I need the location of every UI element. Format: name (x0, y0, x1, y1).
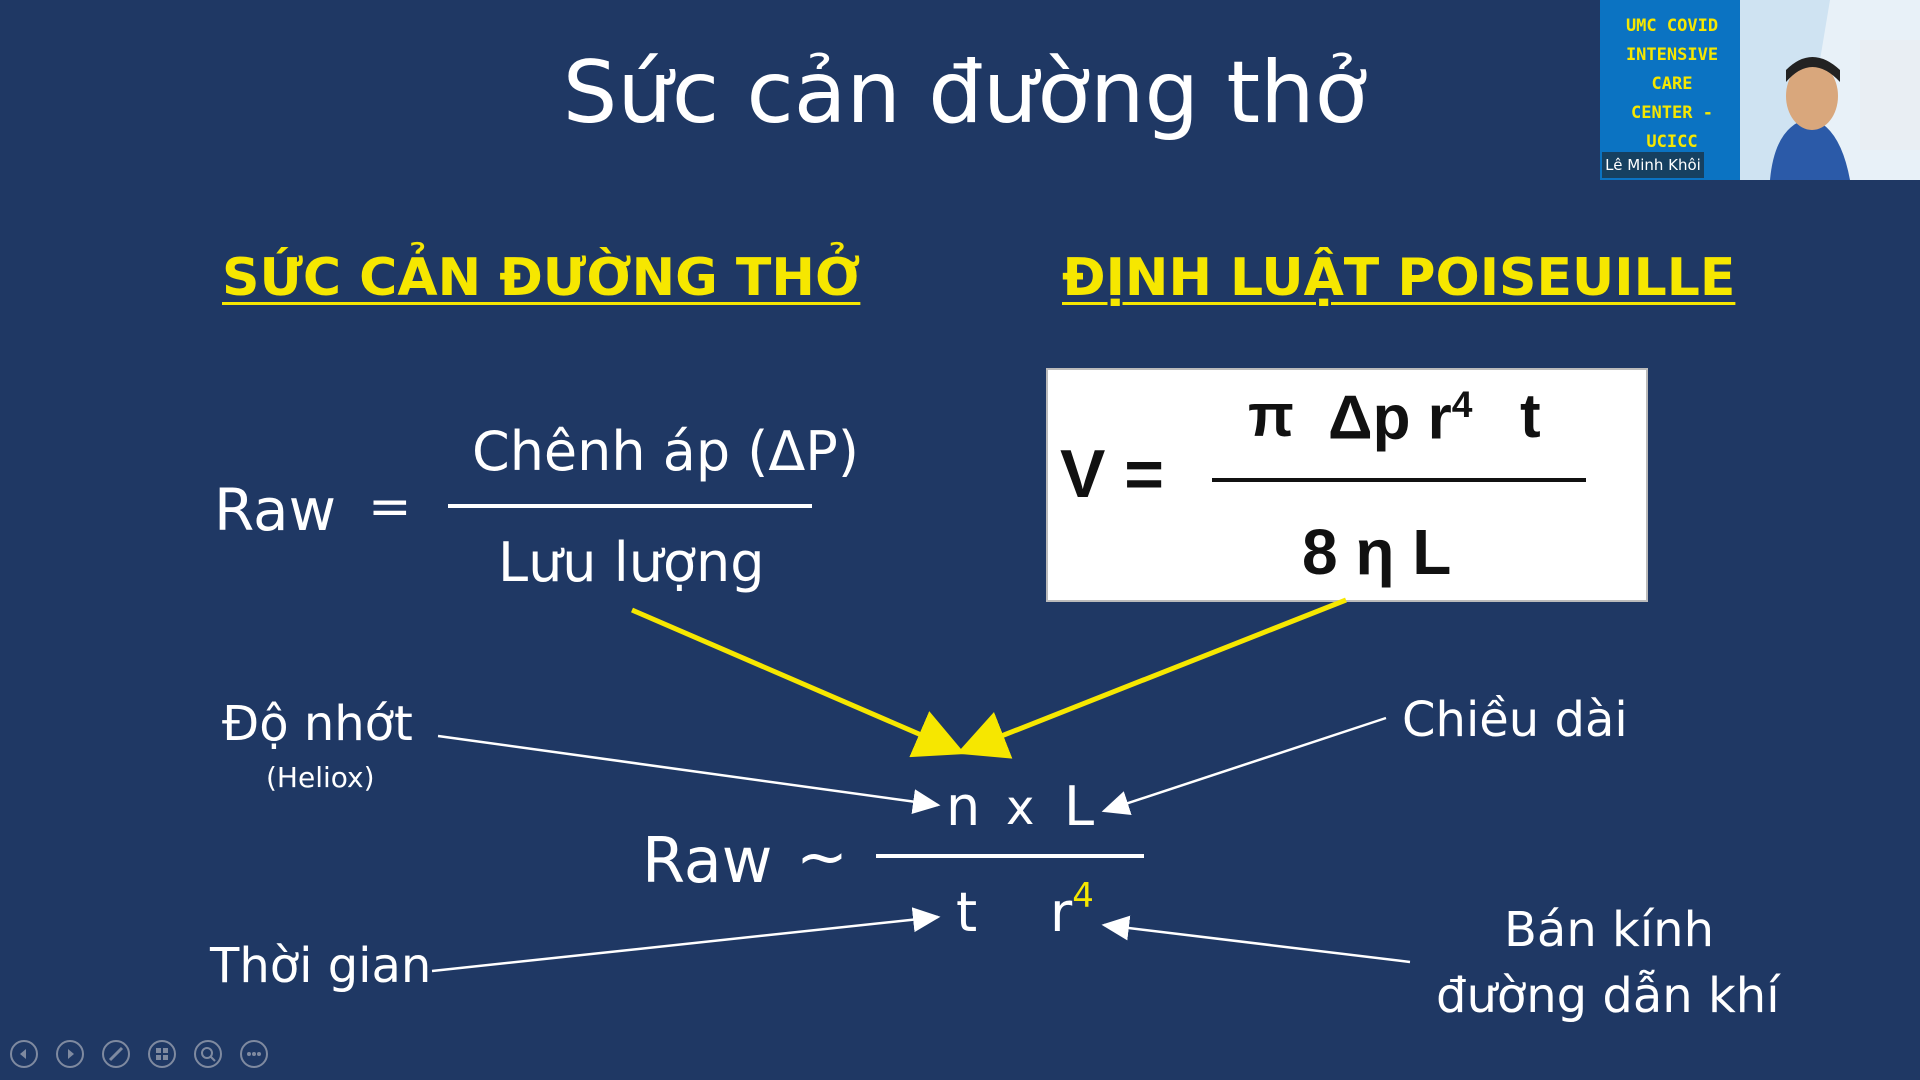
formula2-n: n (946, 775, 981, 838)
arrow-flow-to-formula (632, 610, 956, 750)
more-dots-icon (242, 1042, 266, 1066)
webcam-overlay (1600, 0, 1920, 180)
formula2-lhs: Raw (642, 824, 773, 897)
arrow-viscosity (438, 736, 938, 805)
poiseuille-pi: π (1248, 382, 1294, 449)
header-airway-resistance: SỨC CẢN ĐƯỜNG THỞ (222, 248, 861, 308)
poiseuille-dp-r: Δp $r^4$ (1328, 383, 1473, 453)
arrow-time (432, 917, 938, 971)
header-poiseuille-law: ĐỊNH LUẬT POISEUILLE (1062, 248, 1736, 308)
formula2-r-exponent: 4 (1072, 876, 1094, 916)
label-viscosity: Độ nhớt (222, 696, 413, 752)
formula1-denominator: Lưu lượng (498, 531, 765, 594)
label-length: Chiều dài (1402, 692, 1628, 748)
formula1-numerator: Chênh áp (ΔP) (472, 420, 859, 483)
magnifier-icon (196, 1042, 220, 1066)
label-heliox: (Heliox) (266, 761, 375, 794)
arrow-poiseuille-to-formula (966, 600, 1346, 750)
previous-slide-button[interactable] (10, 1040, 38, 1068)
formula2-fraction-bar (876, 854, 1144, 858)
formula1-equals: = (368, 477, 412, 537)
label-time: Thời gian (210, 938, 432, 994)
formula1-lhs: Raw (214, 476, 337, 544)
chevron-right-icon (58, 1042, 82, 1066)
arrow-length (1104, 718, 1386, 811)
next-slide-button[interactable] (56, 1040, 84, 1068)
formula2-L: L (1064, 775, 1095, 838)
label-radius-line1: Bán kính (1504, 902, 1714, 958)
formula2-t: t (956, 881, 978, 944)
see-all-slides-button[interactable] (148, 1040, 176, 1068)
webcam-banner: UMC COVID INTENSIVE CARE CENTER - UCICC (1625, 16, 1719, 152)
zoom-button[interactable] (194, 1040, 222, 1068)
pen-icon (104, 1042, 128, 1066)
webcam-name: Lê Minh Khôi (1602, 152, 1704, 178)
formula2-tilde: ~ (796, 820, 848, 893)
formula2-x: x (1006, 780, 1035, 836)
slides-grid-icon (150, 1042, 174, 1066)
slide-title: Sức cản đường thở (562, 43, 1368, 143)
poiseuille-denominator: 8 η L (1302, 516, 1452, 588)
pen-tool-button[interactable] (102, 1040, 130, 1068)
label-radius-line2: đường dẫn khí (1436, 968, 1780, 1024)
more-options-button[interactable] (240, 1040, 268, 1068)
poiseuille-lhs: V = (1060, 436, 1164, 512)
arrow-radius (1104, 925, 1410, 962)
poiseuille-t: t (1520, 382, 1541, 451)
formula2-r: $r^4$ (1050, 876, 1094, 944)
chevron-left-icon (12, 1042, 36, 1066)
